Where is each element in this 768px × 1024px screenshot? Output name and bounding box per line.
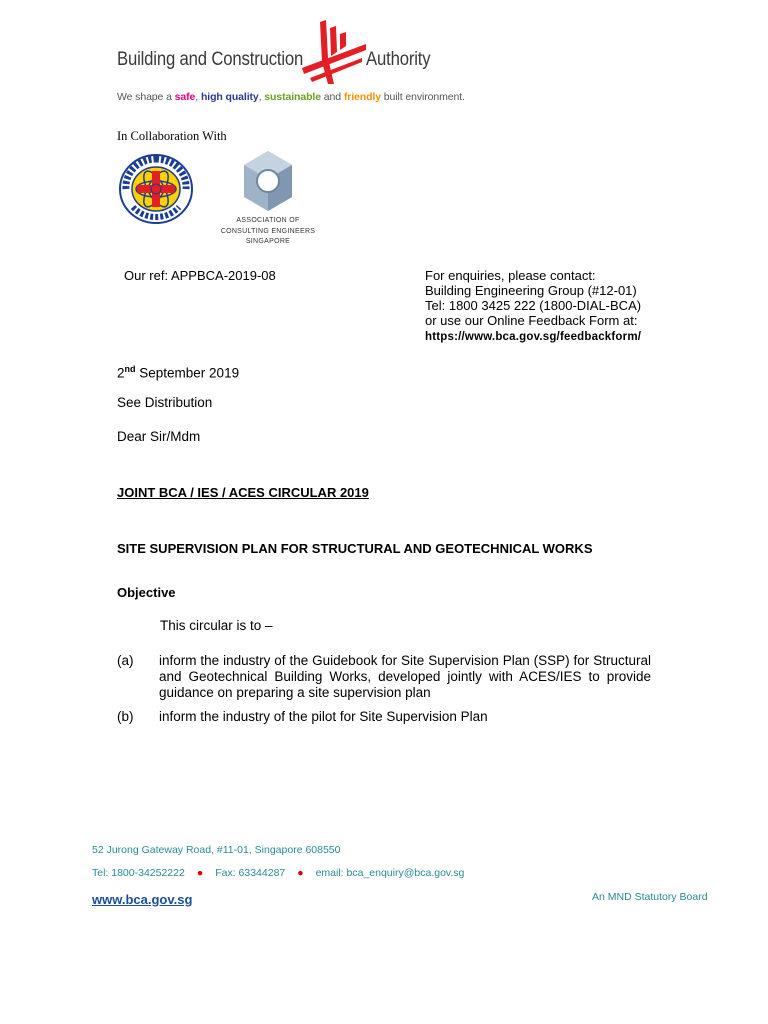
subject-heading: SITE SUPERVISION PLAN FOR STRUCTURAL AND GEOTECHNICAL WORKS <box>117 541 593 556</box>
footer-contacts <box>92 867 464 879</box>
list-item-marker-b: (b) <box>117 709 134 724</box>
bullet-icon: ● <box>297 867 304 879</box>
list-item-text-a: inform the industry of the Guidebook for Site Supervision Plan (SSP) for Structural and Geotechnical Building Works, developed jointly with ACES/IES to provide guidance on preparing a site supervision plan <box>159 653 651 700</box>
distribution: See Distribution <box>117 395 213 410</box>
footer-address: 52 Jurong Gateway Road, #11-01, Singapore 608550 <box>92 844 341 856</box>
org-name-right: Authority <box>366 49 431 70</box>
intro-text: This circular is to – <box>160 618 273 633</box>
enquiries-block: For enquiries, please contact: Building Engineering Group (#12-01) Tel: 1800 3425 222 (1800-DIAL-BCA) or use our Online Feedback Form at: https://www.bca.gov.sg/feedbackform/ <box>425 268 642 343</box>
statutory-board-label: An MND Statutory Board <box>592 891 708 903</box>
aces-hexnut-icon <box>241 149 295 213</box>
aces-caption: ASSOCIATION OF CONSULTING ENGINEERS SINGAPORE <box>220 217 316 245</box>
circular-title: JOINT BCA / IES / ACES CIRCULAR 2019 <box>117 485 369 500</box>
footer-tel: Tel: 1800-34252222 <box>92 867 185 879</box>
our-ref: Our ref: APPBCA-2019-08 <box>124 268 276 283</box>
bca-logo-icon <box>300 18 368 86</box>
list-item-marker-a: (a) <box>117 653 134 668</box>
list-item-text-b: inform the industry of the pilot for Site Supervision Plan <box>159 709 488 724</box>
tagline: We shape a safe, high quality, sustainable and friendly built environment. <box>117 91 465 103</box>
org-name-left: Building and Construction <box>117 49 304 70</box>
bullet-icon: ● <box>196 867 204 879</box>
footer-email[interactable]: email: bca_enquiry@bca.gov.sg <box>315 867 465 879</box>
letter-date: 2nd September 2019 <box>117 364 240 381</box>
footer-fax: Fax: 63344287 <box>215 867 286 879</box>
ies-seal-icon <box>117 153 195 225</box>
objective-heading: Objective <box>117 585 176 600</box>
feedback-form-link[interactable]: https://www.bca.gov.sg/feedbackform/ <box>425 331 642 343</box>
collaboration-label: In Collaboration With <box>117 129 227 143</box>
salutation: Dear Sir/Mdm <box>117 429 201 444</box>
website-link[interactable]: www.bca.gov.sg <box>92 892 193 907</box>
